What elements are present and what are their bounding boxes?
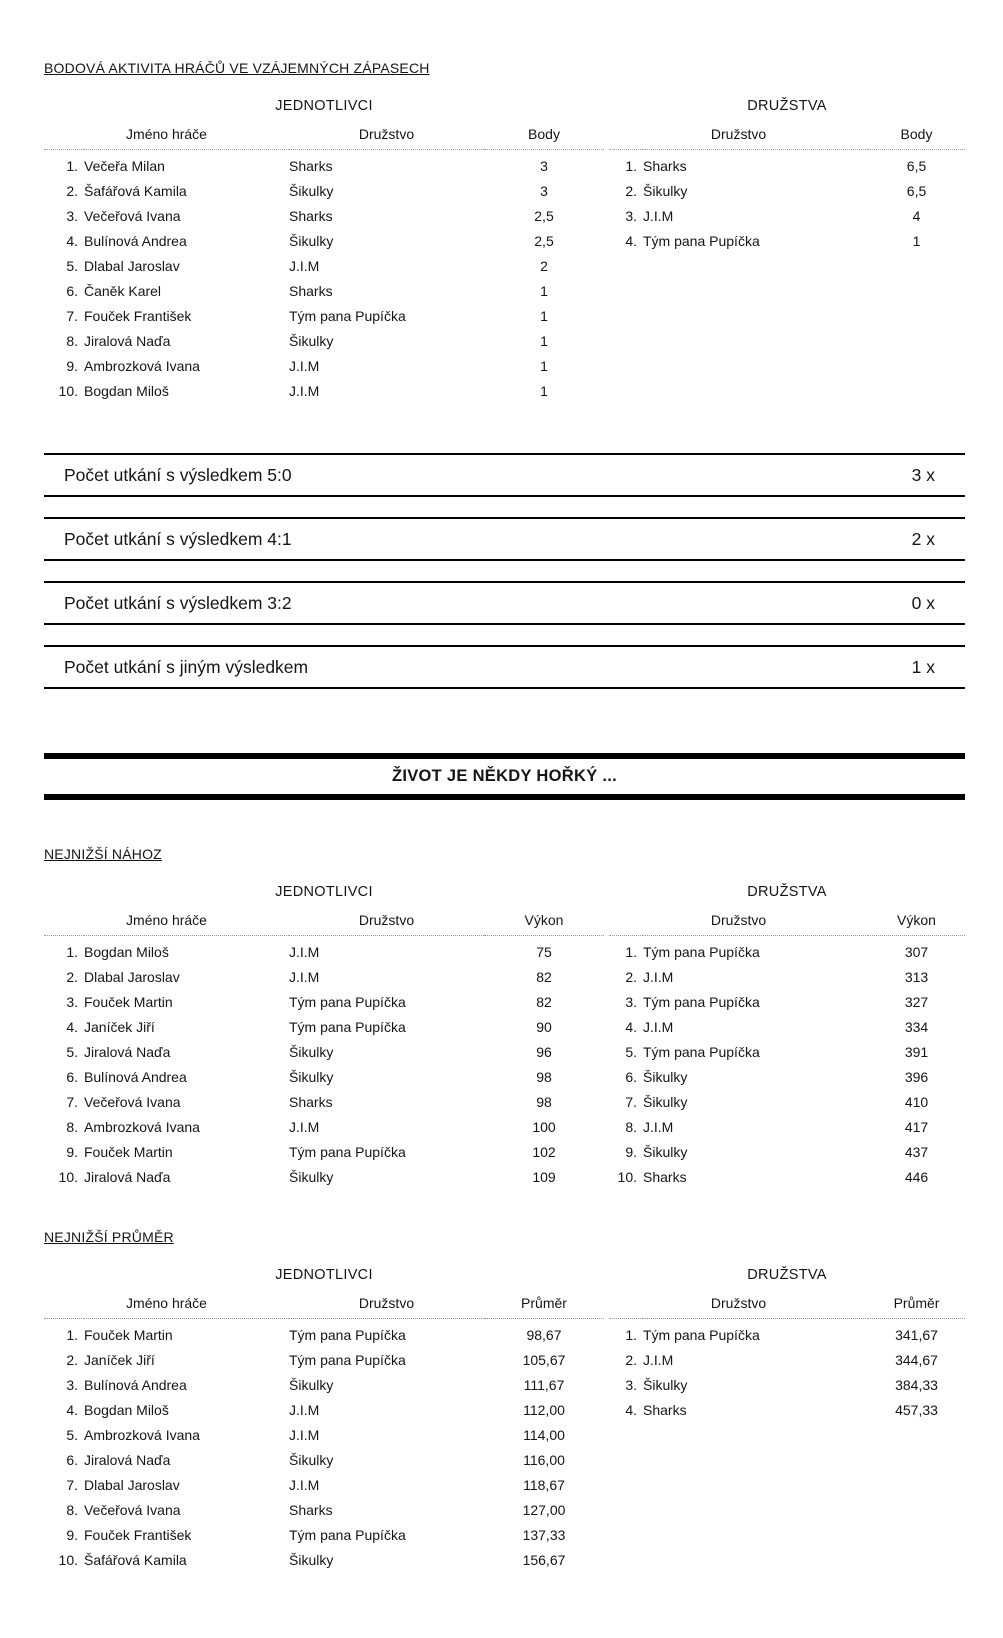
match-count-label: Počet utkání s výsledkem 4:1 (64, 528, 292, 549)
player-column-header: Jméno hráče (44, 126, 289, 150)
table-cell: Tým pana Pupíčka (643, 993, 760, 1010)
table-row (44, 178, 604, 203)
table-cell: 3 (540, 182, 548, 199)
player-column-header: Jméno hráče (44, 1295, 289, 1319)
table-cell: 6. (625, 1068, 637, 1085)
table-row (44, 1089, 604, 1114)
table-cell: 10. (58, 1551, 78, 1568)
table-cell: Jiralová Naďa (84, 1168, 171, 1185)
table-cell: Tým pana Pupíčka (289, 993, 406, 1010)
table-row (44, 964, 604, 989)
table-cell: 6. (66, 1068, 78, 1085)
team-column-header: Družstvo (609, 912, 868, 936)
table-cell: 100 (532, 1118, 556, 1135)
table-cell: 437 (904, 1143, 929, 1160)
performance-column-header: Výkon (484, 912, 604, 936)
table-cell: 5. (66, 1043, 78, 1060)
table-cell: 8. (66, 332, 78, 349)
table-cell: Janíček Jiří (84, 1351, 155, 1368)
table-cell: 9. (625, 1143, 637, 1160)
table-cell: 307 (904, 943, 929, 960)
table-cell: J.I.M (289, 257, 320, 274)
table-cell: 98 (536, 1068, 552, 1085)
points-individuals-column (44, 76, 604, 403)
table-cell: Bulínová Andrea (84, 1376, 187, 1393)
team-column-header: Družstvo (289, 1295, 484, 1319)
table-cell: 9. (66, 357, 78, 374)
table-cell: Tým pana Pupíčka (289, 1018, 406, 1035)
table-row (44, 353, 604, 378)
page-title: BODOVÁ AKTIVITA HRÁČŮ VE VZÁJEMNÝCH ZÁPASECH (44, 60, 430, 76)
table-cell: Šikulky (289, 1551, 334, 1568)
table-row (609, 1164, 965, 1189)
table-cell: 6. (66, 1451, 78, 1468)
table-row (609, 1319, 965, 1348)
table-cell: Jiralová Naďa (84, 332, 171, 349)
table-row (44, 278, 604, 303)
table-cell: Bogdan Miloš (84, 1401, 169, 1418)
table-cell: 2. (625, 968, 637, 985)
table-cell: Šikulky (643, 1068, 688, 1085)
table-cell: Janíček Jiří (84, 1018, 155, 1035)
team-column-header: Družstvo (609, 126, 868, 150)
performance-column-header: Výkon (868, 912, 965, 936)
table-row (44, 1547, 604, 1572)
lowest-throw-heading: NEJNIŽŠÍ NÁHOZ (44, 846, 162, 862)
table-cell: Fouček Martin (84, 993, 173, 1010)
lowest-throw-section (44, 862, 965, 1189)
table-cell: 313 (904, 968, 929, 985)
table-cell: 3 (540, 157, 548, 174)
points-teams-column (609, 76, 965, 253)
table-cell: 111,67 (523, 1376, 565, 1393)
table-cell: 156,67 (522, 1551, 566, 1568)
table-row (609, 203, 965, 228)
table-row (44, 328, 604, 353)
table-cell: Dlabal Jaroslav (84, 257, 180, 274)
individuals-heading: JEDNOTLIVCI (275, 98, 373, 114)
table-cell: J.I.M (643, 968, 674, 985)
match-count-value: 1 x (911, 656, 935, 677)
points-section (44, 76, 965, 403)
individuals-heading: JEDNOTLIVCI (275, 1267, 373, 1283)
table-row (44, 1064, 604, 1089)
table-row (44, 1319, 604, 1348)
points-individuals-table (44, 126, 604, 403)
table-cell: Jiralová Naďa (84, 1451, 171, 1468)
lowest-throw-individuals-column (44, 862, 604, 1189)
table-cell: 391 (904, 1043, 929, 1060)
table-cell: 7. (625, 1093, 637, 1110)
table-cell: 2. (625, 182, 637, 199)
table-cell: J.I.M (643, 1118, 674, 1135)
table-cell: 4. (66, 1018, 78, 1035)
table-cell: 334 (904, 1018, 929, 1035)
table-row (44, 1422, 604, 1447)
table-row (44, 378, 604, 403)
table-cell: Sharks (289, 1093, 333, 1110)
table-cell: 417 (904, 1118, 929, 1135)
table-cell: J.I.M (289, 1476, 320, 1493)
table-cell: 5. (66, 1426, 78, 1443)
table-cell: 118,67 (523, 1476, 565, 1493)
table-cell: Večeřová Ivana (84, 1501, 181, 1518)
table-cell: 1. (625, 1326, 637, 1343)
table-row (609, 1014, 965, 1039)
table-cell: Sharks (643, 1401, 687, 1418)
table-cell: 2. (66, 182, 78, 199)
table-cell: Ambrozková Ivana (84, 1426, 200, 1443)
table-cell: 96 (536, 1043, 552, 1060)
table-cell: 9. (66, 1526, 78, 1543)
teams-heading: DRUŽSTVA (747, 884, 827, 900)
table-cell: Ambrozková Ivana (84, 1118, 200, 1135)
table-cell: Jiralová Naďa (84, 1043, 171, 1060)
table-cell: J.I.M (289, 1426, 320, 1443)
table-cell: Večeřová Ivana (84, 207, 181, 224)
table-cell: 3. (66, 207, 78, 224)
table-row (609, 989, 965, 1014)
table-cell: 3. (66, 993, 78, 1010)
table-cell: 1 (540, 332, 548, 349)
table-cell: 3. (625, 993, 637, 1010)
table-row (44, 1472, 604, 1497)
teams-heading: DRUŽSTVA (747, 98, 827, 114)
table-cell: 82 (536, 968, 552, 985)
table-cell: 2. (66, 1351, 78, 1368)
table-cell: 2,5 (534, 207, 554, 224)
points-column-header: Body (868, 126, 965, 150)
table-row (609, 1139, 965, 1164)
table-cell: Fouček Martin (84, 1143, 173, 1160)
match-count-value: 0 x (911, 592, 935, 613)
table-cell: 98 (536, 1093, 552, 1110)
table-cell: 446 (904, 1168, 929, 1185)
table-cell: 127,00 (522, 1501, 566, 1518)
table-cell: 1. (66, 943, 78, 960)
table-cell: 4 (912, 207, 921, 224)
section-banner: ŽIVOT JE NĚKDY HOŘKÝ ... (44, 753, 965, 800)
table-cell: 90 (536, 1018, 552, 1035)
table-cell: 7. (66, 1476, 78, 1493)
table-cell: 2 (540, 257, 548, 274)
table-cell: 102 (532, 1143, 556, 1160)
lowest-throw-teams-table (609, 912, 965, 1189)
individuals-heading: JEDNOTLIVCI (275, 884, 373, 900)
table-cell: Fouček František (84, 307, 192, 324)
table-row (44, 1447, 604, 1472)
table-cell: 341,67 (895, 1326, 938, 1343)
table-cell: J.I.M (643, 1018, 674, 1035)
table-cell: 3. (625, 1376, 637, 1393)
table-cell: 4. (66, 232, 78, 249)
table-cell: 327 (904, 993, 929, 1010)
table-cell: 10. (58, 1168, 78, 1185)
table-cell: Bogdan Miloš (84, 382, 169, 399)
table-row (609, 1372, 965, 1397)
table-row (609, 1039, 965, 1064)
match-count-box-3-2 (44, 581, 965, 625)
team-column-header: Družstvo (609, 1295, 868, 1319)
table-row (44, 1164, 604, 1189)
lowest-throw-teams-column (609, 862, 965, 1189)
table-cell: 1. (66, 1326, 78, 1343)
table-row (609, 228, 965, 253)
table-cell: 8. (66, 1118, 78, 1135)
team-column-header: Družstvo (289, 912, 484, 936)
table-row (44, 253, 604, 278)
table-cell: 4. (625, 1401, 637, 1418)
table-cell: 1 (540, 382, 548, 399)
table-row (609, 150, 965, 179)
table-row (44, 936, 604, 965)
table-cell: Šikulky (289, 232, 334, 249)
table-cell: 410 (904, 1093, 929, 1110)
table-header-row (609, 126, 965, 150)
table-row (44, 1497, 604, 1522)
table-row (44, 1039, 604, 1064)
team-column-header: Družstvo (289, 126, 484, 150)
table-cell: Sharks (643, 157, 687, 174)
table-cell: Bulínová Andrea (84, 232, 187, 249)
table-row (44, 989, 604, 1014)
table-row (44, 150, 604, 179)
lowest-average-heading: NEJNIŽŠÍ PRŮMĚR (44, 1229, 174, 1245)
table-cell: Tým pana Pupíčka (643, 1043, 760, 1060)
table-cell: 396 (904, 1068, 929, 1085)
teams-heading: DRUŽSTVA (747, 1267, 827, 1283)
table-cell: 2. (66, 968, 78, 985)
match-count-label: Počet utkání s výsledkem 5:0 (64, 464, 292, 485)
table-row (44, 303, 604, 328)
table-cell: Sharks (643, 1168, 687, 1185)
table-cell: Šikulky (643, 1143, 688, 1160)
table-cell: 116,00 (523, 1451, 565, 1468)
table-cell: 3. (66, 1376, 78, 1393)
table-cell: 1 (540, 307, 548, 324)
table-cell: 137,33 (522, 1526, 566, 1543)
table-row (609, 1347, 965, 1372)
table-cell: Šikulky (289, 1068, 334, 1085)
table-cell: Šikulky (289, 1043, 334, 1060)
table-cell: 1. (625, 943, 637, 960)
table-cell: Bogdan Miloš (84, 943, 169, 960)
table-row (609, 964, 965, 989)
table-row (609, 1114, 965, 1139)
table-row (44, 1139, 604, 1164)
table-cell: 4. (66, 1401, 78, 1418)
table-cell: Šikulky (289, 332, 334, 349)
table-cell: 4. (625, 232, 637, 249)
table-cell: 1 (540, 282, 548, 299)
table-cell: 1 (912, 232, 921, 249)
table-cell: Tým pana Pupíčka (643, 1326, 760, 1343)
table-header-row (609, 1295, 965, 1319)
lowest-throw-individuals-table (44, 912, 604, 1189)
table-cell: Dlabal Jaroslav (84, 968, 180, 985)
table-cell: Šafářová Kamila (84, 182, 187, 199)
match-count-box-5-0 (44, 453, 965, 497)
match-count-value: 3 x (911, 464, 935, 485)
lowest-average-teams-table (609, 1295, 965, 1422)
table-cell: Čaněk Karel (84, 282, 162, 299)
table-cell: Sharks (289, 207, 333, 224)
table-cell: Tým pana Pupíčka (289, 1143, 406, 1160)
table-cell: J.I.M (643, 1351, 674, 1368)
table-cell: 2. (625, 1351, 637, 1368)
table-cell: J.I.M (289, 943, 320, 960)
table-cell: 1. (625, 157, 637, 174)
table-cell: J.I.M (289, 1401, 320, 1418)
table-row (609, 1064, 965, 1089)
table-cell: Fouček František (84, 1526, 192, 1543)
table-cell: Šikulky (643, 1376, 688, 1393)
table-cell: 6,5 (906, 157, 927, 174)
table-cell: 75 (536, 943, 552, 960)
table-cell: Tým pana Pupíčka (289, 1526, 406, 1543)
table-cell: 1 (540, 357, 548, 374)
table-row (44, 1014, 604, 1039)
match-count-label: Počet utkání s výsledkem 3:2 (64, 592, 292, 613)
table-cell: 10. (617, 1168, 637, 1185)
table-cell: 7. (66, 1093, 78, 1110)
table-header-row (609, 912, 965, 936)
table-cell: 457,33 (895, 1401, 938, 1418)
table-cell: Šikulky (289, 1376, 334, 1393)
table-cell: Bulínová Andrea (84, 1068, 187, 1085)
table-cell: Tým pana Pupíčka (289, 307, 406, 324)
average-column-header: Průměr (484, 1295, 604, 1319)
table-row (609, 936, 965, 965)
table-cell: Sharks (289, 282, 333, 299)
table-cell: 5. (66, 257, 78, 274)
table-cell: Dlabal Jaroslav (84, 1476, 180, 1493)
table-cell: J.I.M (289, 968, 320, 985)
table-cell: 2,5 (534, 232, 554, 249)
player-column-header: Jméno hráče (44, 912, 289, 936)
table-cell: 4. (625, 1018, 637, 1035)
match-count-box-other (44, 645, 965, 689)
table-cell: Šikulky (289, 182, 334, 199)
table-row (609, 178, 965, 203)
table-cell: Šikulky (289, 1451, 334, 1468)
table-header-row (44, 1295, 604, 1319)
table-row (44, 1114, 604, 1139)
table-cell: 9. (66, 1143, 78, 1160)
table-row (44, 1372, 604, 1397)
match-count-box-4-1 (44, 517, 965, 561)
table-row (44, 1397, 604, 1422)
table-row (44, 228, 604, 253)
table-cell: 1. (66, 157, 78, 174)
table-cell: 6. (66, 282, 78, 299)
table-cell: 5. (625, 1043, 637, 1060)
table-cell: Šafářová Kamila (84, 1551, 187, 1568)
table-row (609, 1089, 965, 1114)
table-cell: 384,33 (895, 1376, 938, 1393)
table-cell: J.I.M (289, 382, 320, 399)
table-cell: J.I.M (289, 1118, 320, 1135)
table-cell: 6,5 (906, 182, 927, 199)
average-column-header: Průměr (868, 1295, 965, 1319)
table-row (44, 1522, 604, 1547)
table-cell: J.I.M (643, 207, 674, 224)
table-cell: Tým pana Pupíčka (289, 1351, 406, 1368)
table-cell: Šikulky (643, 182, 688, 199)
table-cell: 105,67 (522, 1351, 566, 1368)
table-cell: Tým pana Pupíčka (643, 943, 760, 960)
points-teams-table (609, 126, 965, 253)
table-cell: 344,67 (895, 1351, 938, 1368)
table-cell: Tým pana Pupíčka (289, 1326, 406, 1343)
table-cell: Fouček Martin (84, 1326, 173, 1343)
table-header-row (44, 912, 604, 936)
table-cell: 7. (66, 307, 78, 324)
table-header-row (44, 126, 604, 150)
table-cell: 114,00 (523, 1426, 565, 1443)
table-row (609, 1397, 965, 1422)
table-cell: 3. (625, 207, 637, 224)
table-cell: 98,67 (526, 1326, 562, 1343)
lowest-average-individuals-column (44, 1245, 604, 1572)
table-cell: Tým pana Pupíčka (643, 232, 760, 249)
table-cell: Sharks (289, 157, 333, 174)
table-cell: 112,00 (523, 1401, 565, 1418)
lowest-average-section (44, 1245, 965, 1572)
match-count-boxes (44, 453, 965, 689)
table-row (44, 203, 604, 228)
table-cell: 109 (532, 1168, 556, 1185)
match-count-value: 2 x (911, 528, 935, 549)
match-count-label: Počet utkání s jiným výsledkem (64, 656, 309, 677)
table-cell: Večeřová Ivana (84, 1093, 181, 1110)
table-cell: Šikulky (289, 1168, 334, 1185)
lowest-average-individuals-table (44, 1295, 604, 1572)
table-cell: 8. (625, 1118, 637, 1135)
table-cell: J.I.M (289, 357, 320, 374)
table-cell: 8. (66, 1501, 78, 1518)
table-cell: Večeřa Milan (84, 157, 165, 174)
table-cell: 10. (58, 382, 78, 399)
lowest-average-teams-column (609, 1245, 965, 1422)
table-cell: Ambrozková Ivana (84, 357, 200, 374)
table-cell: Šikulky (643, 1093, 688, 1110)
table-cell: 82 (536, 993, 552, 1010)
points-column-header: Body (484, 126, 604, 150)
table-cell: Sharks (289, 1501, 333, 1518)
table-row (44, 1347, 604, 1372)
